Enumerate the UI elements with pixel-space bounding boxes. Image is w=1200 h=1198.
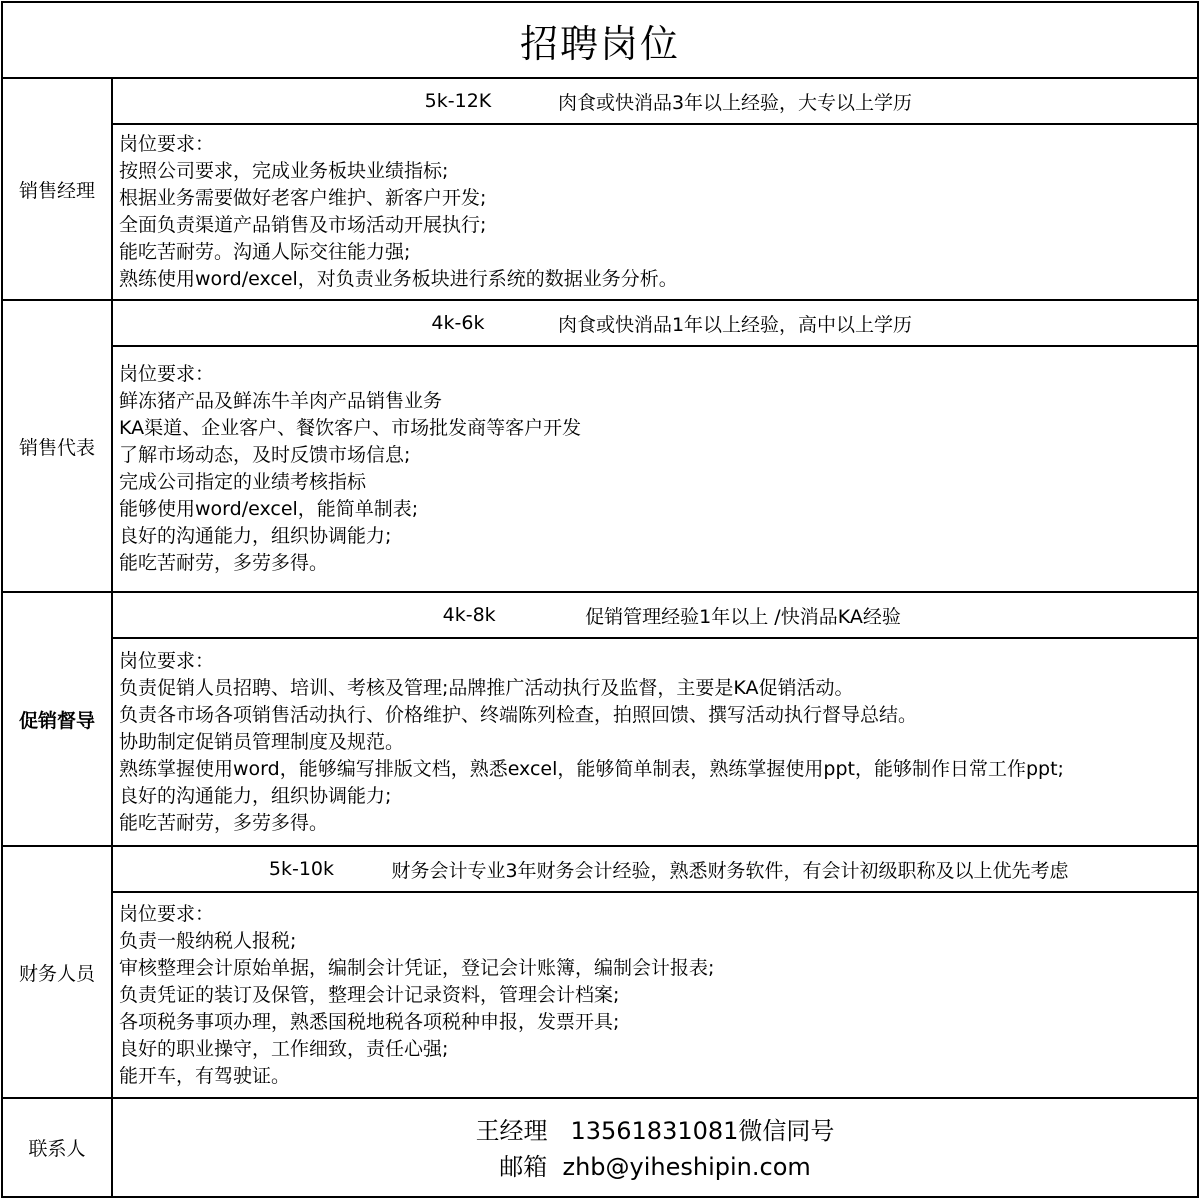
requirement-line: 良好的沟通能力，组织协调能力; (119, 784, 392, 807)
requirement-line: 负责各市场各项销售活动执行、价格维护、终端陈列检查，拍照回馈、撰写活动执行督导总结。 (119, 703, 918, 726)
requirement-line: 负责一般纳税人报税; (119, 929, 297, 952)
requirement-line: 完成公司指定的业绩考核指标 (119, 471, 367, 493)
contact-label: 联系人 (2, 1098, 112, 1197)
requirement-list (112, 124, 1198, 300)
requirement-list (112, 346, 1198, 592)
salary-range: 5k-12K (424, 90, 492, 112)
contact-info (112, 1098, 1198, 1197)
requirement-line: KA渠道、企业客户、餐饮客户、市场批发商等客户开发 (119, 417, 582, 439)
contact-email: 邮箱 zhb@yiheshipin.com (499, 1152, 811, 1181)
requirement-line: 岗位要求： (119, 133, 215, 155)
page-title: 招聘岗位 (2, 2, 1198, 78)
requirement-line: 能开车，有驾驶证。 (119, 1064, 291, 1087)
requirement-line: 了解市场动态，及时反馈市场信息; (119, 444, 411, 466)
requirement-line: 协助制定促销员管理制度及规范。 (119, 730, 405, 753)
requirement-line: 熟练使用word/excel，对负责业务板块进行系统的数据业务分析。 (119, 268, 678, 290)
position-requirement: 促销管理经验1年以上 /快消品KA经验 (585, 605, 901, 628)
requirement-line: 鲜冻猪产品及鲜冻牛羊肉产品销售业务 (119, 390, 443, 412)
recruitment-table (1, 1, 1199, 1198)
requirement-line: 各项税务事项办理，熟悉国税地税各项税种申报，发票开具; (119, 1010, 620, 1033)
requirement-line: 熟练掌握使用word，能够编写排版文档，熟悉excel，能够简单制表，熟练掌握使用ppt，能够制作日常工作ppt; (119, 757, 1064, 780)
requirement-line: 良好的沟通能力，组织协调能力; (119, 525, 392, 547)
requirement-line: 负责凭证的装订及保管，整理会计记录资料，管理会计档案; (119, 983, 620, 1006)
requirement-line: 负责促销人员招聘、培训、考核及管理;品牌推广活动执行及监督，主要是KA促销活动。 (119, 676, 854, 699)
requirement-line: 能吃苦耐劳。沟通人际交往能力强; (119, 241, 411, 263)
salary-range: 4k-6k (431, 312, 485, 334)
contact-phone: 王经理 13561831081微信同号 (475, 1116, 835, 1145)
position-requirement: 肉食或快消品3年以上经验，大专以上学历 (557, 91, 913, 114)
requirement-line: 能吃苦耐劳，多劳多得。 (119, 811, 329, 834)
requirement-line: 良好的职业操守，工作细致，责任心强; (119, 1037, 449, 1060)
position-header (112, 592, 1198, 638)
position-header (112, 78, 1198, 124)
requirement-line: 岗位要求： (119, 649, 215, 672)
position-header (112, 846, 1198, 892)
requirement-line: 能够使用word/excel，能简单制表; (119, 498, 419, 520)
requirement-line: 全面负责渠道产品销售及市场活动开展执行; (119, 214, 487, 236)
requirement-line: 岗位要求： (119, 902, 215, 925)
position-name: 销售代表 (2, 300, 112, 592)
requirement-line: 按照公司要求，完成业务板块业绩指标; (119, 160, 449, 182)
position-name: 财务人员 (2, 846, 112, 1098)
position-header (112, 300, 1198, 346)
requirement-line: 能吃苦耐劳，多劳多得。 (119, 552, 329, 574)
requirement-list (112, 892, 1198, 1098)
salary-range: 5k-10k (268, 858, 335, 880)
requirement-line: 岗位要求： (119, 363, 215, 385)
salary-range: 4k-8k (442, 604, 496, 626)
position-requirement: 财务会计专业3年财务会计经验，熟悉财务软件，有会计初级职称及以上优先考虑 (391, 859, 1069, 882)
position-name: 促销督导 (2, 592, 112, 846)
position-name: 销售经理 (2, 78, 112, 300)
position-requirement: 肉食或快消品1年以上经验，高中以上学历 (557, 313, 913, 336)
requirement-list (112, 638, 1198, 846)
requirement-line: 审核整理会计原始单据，编制会计凭证，登记会计账簿，编制会计报表; (119, 956, 715, 979)
requirement-line: 根据业务需要做好老客户维护、新客户开发; (119, 187, 487, 209)
